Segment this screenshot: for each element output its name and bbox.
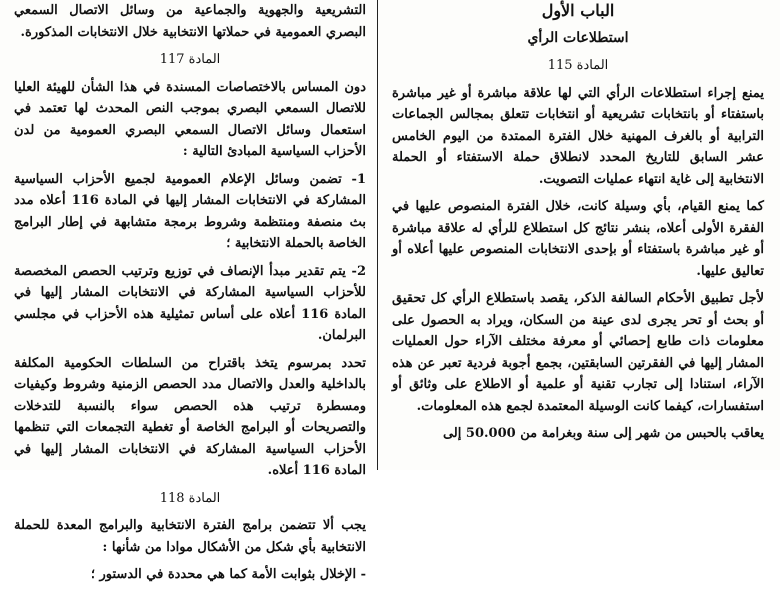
article-115-paragraph-3: لأجل تطبيق الأحكام السالفة الذكر، يقصد باستطلاع الرأي كل تحقيق أو بحث أو تحر يجرى لدى عينة من السكان، ويراد به الحصول على معلومات ذات طابع إحصائي أو معرفة مختلف الآراء حول العمليات المشار إليها في الفقرتين السابقتين، بجمع أجوبة فردية تعبر عن هذه الآراء، استنادا إلى تجارب تقنية أو علمية أو الاطلاع على وثائق أو استفسارات، كيفما كانت الوسيلة المعتمدة لجمع هذه المعلومات.	[392, 291, 764, 414]
article-115-paragraph-1: يمنع إجراء استطلاعات الرأي التي لها علاقة مباشرة أو غير مباشرة باستفتاء أو بانتخابات تشريعية أو انتخابات تتعلق بمجالس الجماعات الترابية أو بالغرف المهنية خلال الفترة الممتدة من اليوم الخامس عشر السابق للتاريخ المحدد لانطلاق حملة الاستفتاء أو الحملة الانتخابية إلى غاية انتهاء عمليات التصويت.	[392, 85, 764, 187]
right-column	[392, 0, 764, 451]
article-116-continuation: التشريعية والجهوية والجماعية من وسائل الاتصال السمعي البصري العمومية في حملاتها الانتخابية خلال الانتخابات المذكورة.	[14, 3, 366, 40]
section-title: استطلاعات الرأي	[527, 29, 629, 46]
article-118-item-1: - الإخلال بثوابت الأمة كما هي محددة في الدستور ؛	[90, 567, 366, 582]
article-116-paragraph-start: يعاقب بالحبس من شهر إلى سنة وبغرامة من 50.000 إلى	[442, 426, 764, 441]
article-115-label: المادة 115	[547, 58, 609, 73]
chapter-heading: الباب الأول	[541, 1, 615, 20]
article-117-paragraph-2: تحدد بمرسوم يتخذ باقتراح من السلطات الحكومية المكلفة بالداخلية والعدل والاتصال مدد الحصص الزمنية وشروط وكيفيات ومسطرة ترتيب هذه الحصص سواء بالنسبة للتدخلات والتصريحات أو البرامج الخاصة أو تغطية التجمعات التي تنظمها الأحزاب السياسية المشاركة في الانتخابات المشار إليها في المادة 116 أعلاه.	[14, 355, 366, 478]
article-117-item-1: 1- تضمن وسائل الإعلام العمومية لجميع الأحزاب السياسية المشاركة في الانتخابات المشار إليها في المادة 116 أعلاه مدد بث منصفة ومنتظمة وشروط برمجة متشابهة في إطار البرامج الخاصة بالحملة الانتخابية ؛	[14, 171, 366, 251]
article-117-paragraph-1: دون المساس بالاختصاصات المسندة في هذا الشأن للهيئة العليا للاتصال السمعي البصري بموجب النص المحدث لها تعتمد في استعمال وسائل الاتصال السمعي البصري العمومية من لدن الأحزاب السياسية المبادئ التالية :	[14, 79, 366, 159]
article-117-item-2: 2- يتم تقدير مبدأ الإنصاف في توزيع وترتيب الحصص المخصصة للأحزاب السياسية المشاركة في الانتخابات المشار إليها في المادة 116 أعلاه على أساس تمثيلية هذه الأحزاب في مجلسي البرلمان.	[14, 263, 366, 343]
article-115-paragraph-2: كما يمنع القيام، بأي وسيلة كانت، خلال الفترة المنصوص عليها في الفقرة الأولى أعلاه، بنشر نتائج كل استطلاع للرأي له علاقة مباشرة أو غير مباشرة باستفتاء أو بإحدى الانتخابات المنصوص عليها أعلاه أو تعاليق عليها.	[392, 199, 764, 279]
article-117-label: المادة 117	[159, 52, 221, 67]
article-118-label: المادة 118	[159, 490, 221, 506]
column-divider	[377, 0, 378, 470]
left-column	[14, 0, 366, 592]
article-118-paragraph-1: يجب ألا تتضمن برامج الفترة الانتخابية والبرامج المعدة للحملة الانتخابية بأي شكل من الأشكال موادا من شأنها :	[14, 518, 366, 555]
